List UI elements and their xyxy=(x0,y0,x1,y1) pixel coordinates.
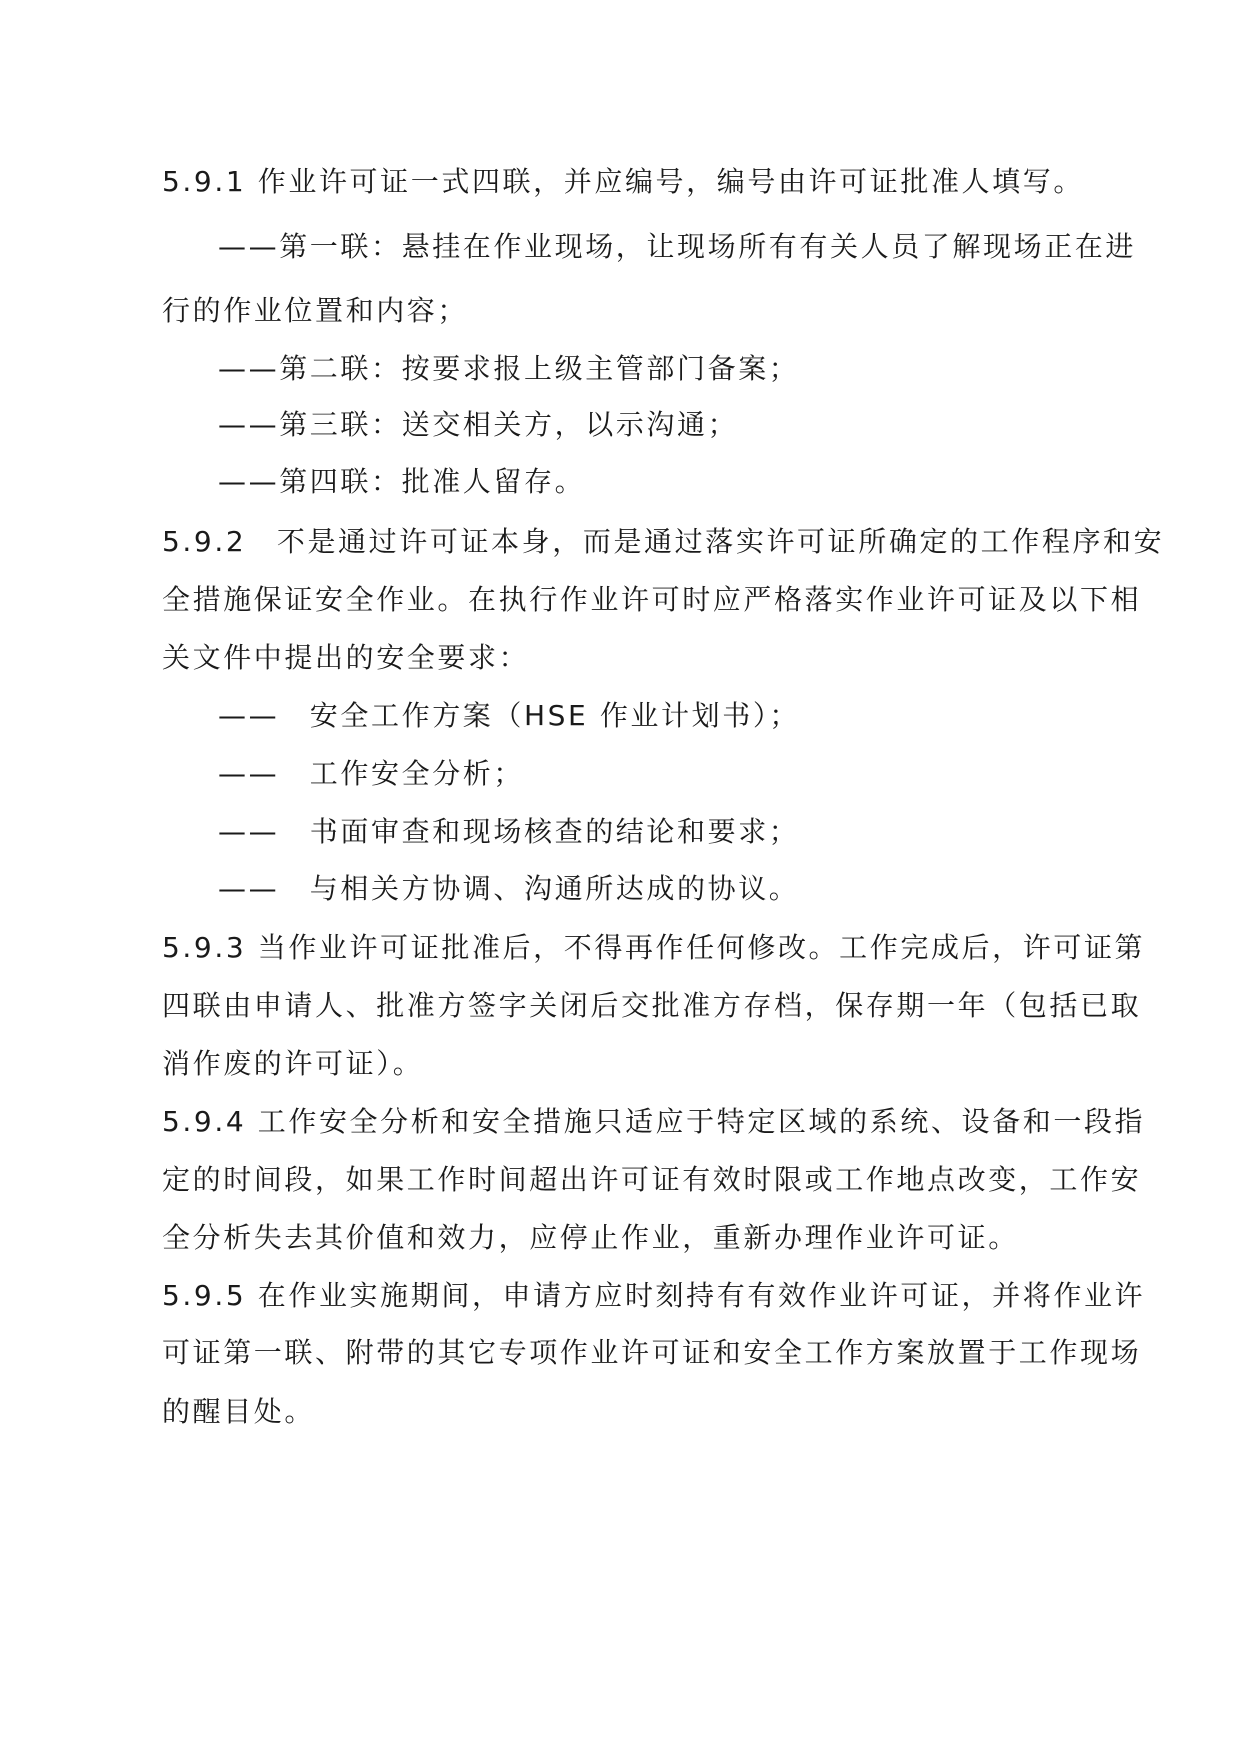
clause-5-9-3-line-2: 四联由申请人、批准方签字关闭后交批准方存档，保存期一年（包括已取 xyxy=(162,989,1142,1022)
clause-5-9-2-line-2: 全措施保证安全作业。在执行作业许可时应严格落实作业许可证及以下相 xyxy=(162,583,1142,616)
clause-5-9-3-line: 5.9.3 当作业许可证批准后，不得再作任何修改。工作完成后，许可证第 xyxy=(162,931,1146,964)
clause-5-9-2-line-3: 关文件中提出的安全要求： xyxy=(162,641,530,674)
copy-2-line: ——第二联：按要求报上级主管部门备案； xyxy=(218,352,800,385)
clause-5-9-5-line-2: 可证第一联、附带的其它专项作业许可证和安全工作方案放置于工作现场 xyxy=(162,1336,1142,1369)
clause-5-9-4-line-2: 定的时间段，如果工作时间超出许可证有效时限或工作地点改变，工作安 xyxy=(162,1163,1142,1196)
copy-1-line: ——第一联：悬挂在作业现场，让现场所有有关人员了解现场正在进 xyxy=(218,230,1137,263)
clause-5-9-1-line: 5.9.1 作业许可证一式四联，并应编号，编号由许可证批准人填写。 xyxy=(162,165,1084,198)
clause-5-9-5-line: 5.9.5 在作业实施期间，申请方应时刻持有有效作业许可证，并将作业许 xyxy=(162,1279,1146,1312)
requirement-item: —— 与相关方协调、沟通所达成的协议。 xyxy=(218,872,800,905)
copy-1-continuation: 行的作业位置和内容； xyxy=(162,294,469,327)
requirement-item: —— 工作安全分析； xyxy=(218,757,525,790)
copy-3-line: ——第三联：送交相关方，以示沟通； xyxy=(218,408,739,441)
copy-4-line: ——第四联：批准人留存。 xyxy=(218,465,586,498)
clause-5-9-2-line: 5.9.2 不是通过许可证本身，而是通过落实许可证所确定的工作程序和安 xyxy=(162,525,1165,558)
clause-5-9-3-line-3: 消作废的许可证）。 xyxy=(162,1047,424,1080)
requirement-item: —— 安全工作方案（HSE 作业计划书）； xyxy=(218,699,801,732)
clause-5-9-4-line: 5.9.4 工作安全分析和安全措施只适应于特定区域的系统、设备和一段指 xyxy=(162,1105,1146,1138)
clause-5-9-4-line-3: 全分析失去其价值和效力，应停止作业，重新办理作业许可证。 xyxy=(162,1221,1019,1254)
requirement-item: —— 书面审查和现场核查的结论和要求； xyxy=(218,815,800,848)
clause-5-9-5-line-3: 的醒目处。 xyxy=(162,1395,316,1428)
